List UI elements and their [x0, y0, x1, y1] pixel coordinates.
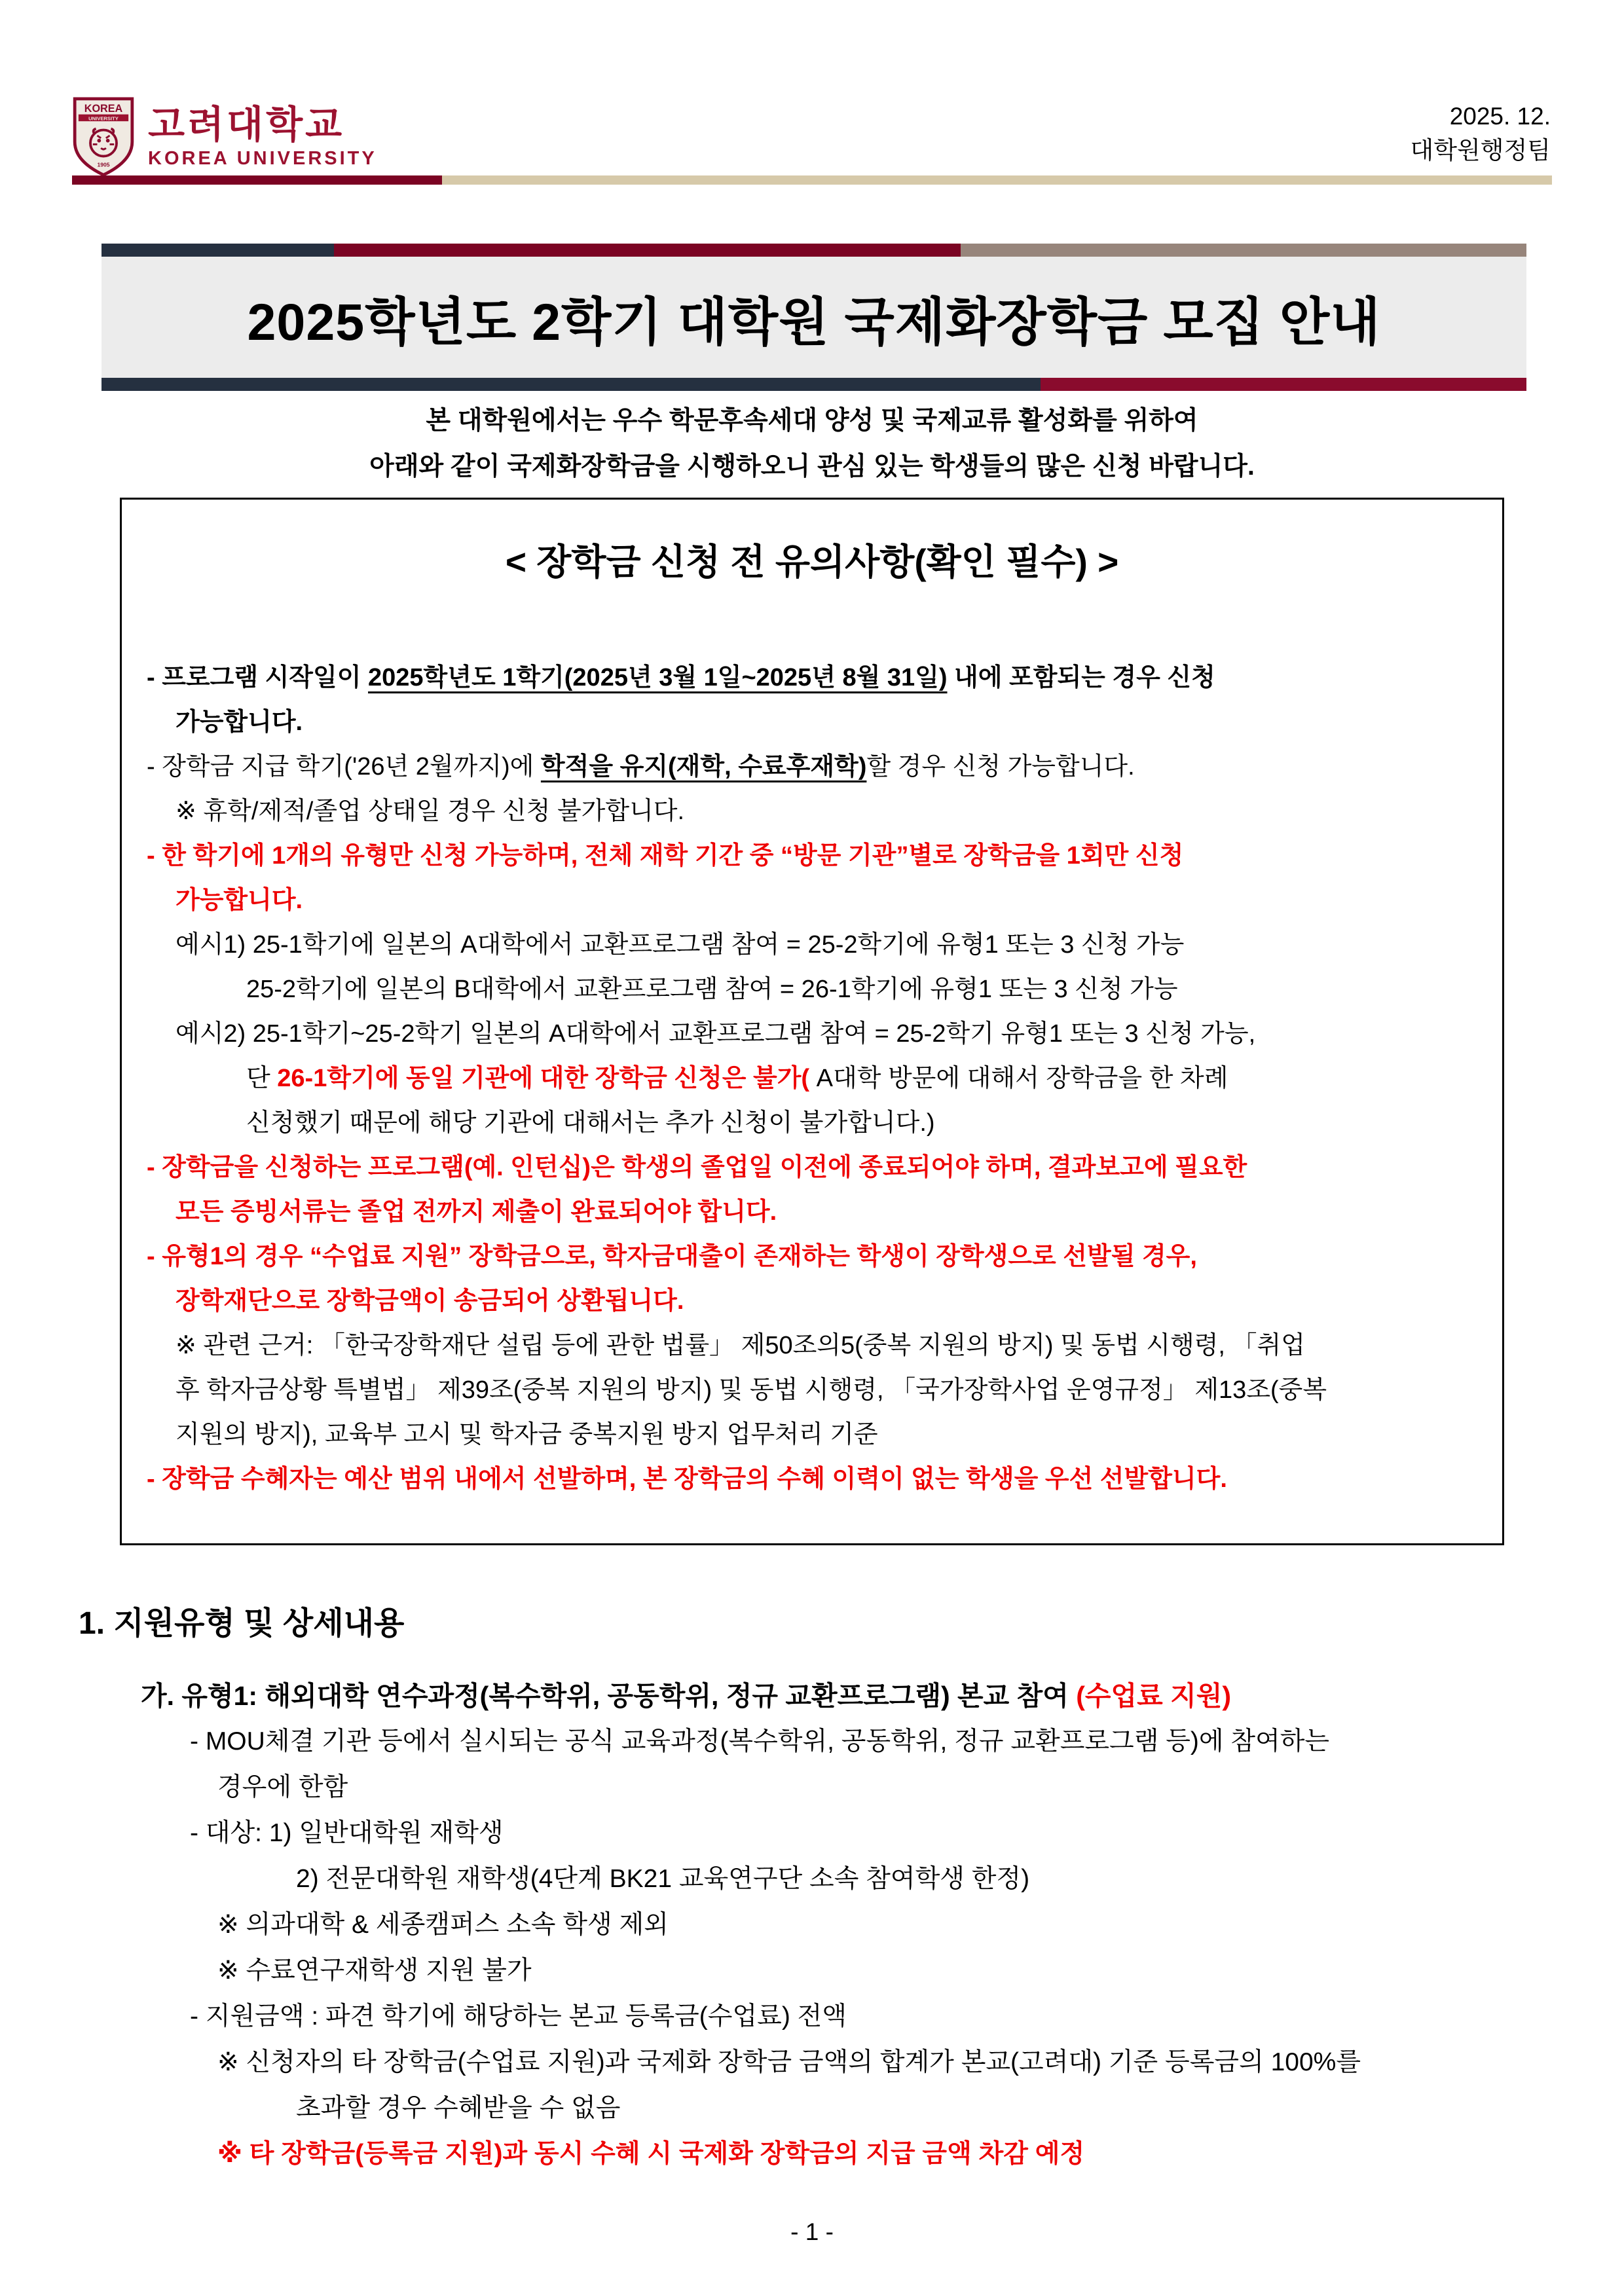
text-line: 초과할 경우 수혜받을 수 없음 [296, 2094, 621, 2122]
text-line: ※ 타 장학금(등록금 지원)과 동시 수혜 시 국제화 장학금의 지급 금액 차감 예정 [217, 2140, 1085, 2168]
intro-line-2: 아래와 같이 국제화장학금을 시행하오니 관심 있는 학생들의 많은 신청 바랍니다. [369, 452, 1255, 481]
banner-border-maroon [334, 244, 961, 257]
notice-box [120, 498, 1504, 1545]
text-line: 경우에 한함 [217, 1773, 348, 1801]
intro-line-1: 본 대학원에서는 우수 학문후속세대 양성 및 국제교류 활성화를 위하여 [426, 407, 1198, 435]
header-date: 2025. 12. [1449, 103, 1551, 130]
text-line: - 유형1의 경우 “수업료 지원” 장학금으로, 학자금대출이 존재하는 학생이 장학생으로 선발될 경우, [147, 1243, 1197, 1270]
notice-box-title: < 장학금 신청 전 유의사항(확인 필수) > [505, 542, 1119, 582]
text-line: - 장학금 수혜자는 예산 범위 내에서 선발하며, 본 장학금의 수혜 이력이 없는 학생을 우선 선발합니다. [147, 1465, 1227, 1493]
text-line: 장학재단으로 장학금액이 송금되어 상환됩니다. [175, 1287, 684, 1315]
text-line: - 한 학기에 1개의 유형만 신청 가능하며, 전체 재학 기간 중 “방문 기관”별로 장학금을 1회만 신청 [147, 842, 1184, 870]
ku-crest-icon [72, 97, 135, 177]
page-title: 2025학년도 2학기 대학원 국제화장학금 모집 안내 [247, 292, 1381, 351]
banner-border-navy [101, 244, 334, 257]
section-1 [0, 1604, 1624, 2177]
text-line: ※ 의과대학 & 세종캠퍼스 소속 학생 제외 [217, 1911, 669, 1939]
text-line: - MOU체결 기관 등에서 실시되는 공식 교육과정(복수학위, 공동학위, 정규 교환프로그램 등)에 참여하는 [190, 1727, 1330, 1755]
text-line: 25-2학기에 일본의 B대학에서 교환프로그램 참여 = 26-1학기에 유형1 또는 3 신청 가능 [246, 976, 1178, 1003]
text-line: - 지원금액 : 파견 학기에 해당하는 본교 등록금(수업료) 전액 [190, 2002, 847, 2030]
text-line: 2) 전문대학원 재학생(4단계 BK21 교육연구단 소속 참여학생 한정) [296, 1865, 1030, 1893]
banner-border-crimson [1041, 378, 1526, 391]
text-line: 예시1) 25-1학기에 일본의 A대학에서 교환프로그램 참여 = 25-2학기에 유형1 또는 3 신청 가능 [175, 931, 1185, 959]
text-line: 후 학자금상황 특별법」 제39조(중복 지원의 방지) 및 동법 시행령, 「국가장학사업 운영규정」 제13조(중복 [175, 1376, 1327, 1404]
text-line: ※ 휴학/제적/졸업 상태일 경우 신청 불가합니다. [175, 798, 685, 825]
header-department: 대학원행정팀 [1410, 137, 1551, 164]
text-line: ※ 관련 근거: 「한국장학재단 설립 등에 관한 법률」 제50조의5(중복 지원의 방지) 및 동법 시행령, 「취업 [175, 1332, 1305, 1359]
text-line: 예시2) 25-1학기~25-2학기 일본의 A대학에서 교환프로그램 참여 = 25-2학기 유형1 또는 3 신청 가능, [175, 1020, 1256, 1048]
section-heading: 1. 지원유형 및 상세내용 [79, 1606, 405, 1641]
text-line: 단 26-1학기에 동일 기관에 대한 장학금 신청은 불가( A대학 방문에 대해서 장학금을 한 차례 [246, 1065, 1228, 1092]
text-line: 신청했기 때문에 해당 기관에 대해서는 추가 신청이 불가합니다.) [246, 1109, 935, 1137]
banner-bottom-border [101, 378, 1526, 391]
text-line: - 장학금을 신청하는 프로그램(예. 인턴십)은 학생의 졸업일 이전에 종료되어야 하며, 결과보고에 필요한 [147, 1154, 1247, 1181]
page-number: - 1 - [790, 2218, 834, 2245]
logo-korean-name: 고려대학교 [148, 103, 345, 146]
text-line: ※ 수료연구재학생 지원 불가 [217, 1956, 532, 1985]
logo-english-name: KOREA UNIVERSITY [148, 148, 377, 169]
text-line: 가능합니다. [175, 887, 303, 914]
banner-top-border [101, 244, 1526, 257]
banner-body [101, 257, 1526, 378]
text-line: - 프로그램 시작일이 2025학년도 1학기(2025년 3월 1일~2025년 8월 31일) 내에 포함되는 경우 신청 [147, 664, 1215, 691]
text-line: 모든 증빙서류는 졸업 전까지 제출이 완료되어야 합니다. [175, 1198, 777, 1226]
text-line: ※ 신청자의 타 장학금(수업료 지원)과 국제화 장학금 금액의 합계가 본교(고려대) 기준 등록금의 100%를 [217, 2048, 1361, 2076]
crest-year-text: 1905 [97, 161, 110, 168]
section-lines [0, 1673, 1624, 2177]
text-line: 가능합니다. [175, 708, 303, 736]
notice-lines [147, 655, 1477, 1501]
text-line: - 대상: 1) 일반대학원 재학생 [190, 1819, 504, 1847]
crest-band-text: UNIVERSITY [88, 115, 119, 122]
divider-tan-segment [442, 175, 1552, 185]
text-line: 가. 유형1: 해외대학 연수과정(복수학위, 공동학위, 정규 교환프로그램) 본교 참여 (수업료 지원) [141, 1681, 1231, 1711]
text-line: 지원의 방지), 교육부 고시 및 학자금 중복지원 방지 업무처리 기준 [175, 1421, 878, 1448]
university-logo [72, 97, 377, 177]
divider-maroon-segment [72, 175, 442, 185]
crest-top-text: KOREA [84, 102, 123, 115]
banner-border-navy-2 [101, 378, 1041, 391]
title-banner [101, 244, 1526, 391]
banner-border-tan [961, 244, 1526, 257]
intro-paragraph [0, 398, 1624, 490]
header-divider [72, 175, 1552, 185]
text-line: - 장학금 지급 학기('26년 2월까지)에 학적을 유지(재학, 수료후재학)할 경우 신청 가능합니다. [147, 753, 1135, 780]
